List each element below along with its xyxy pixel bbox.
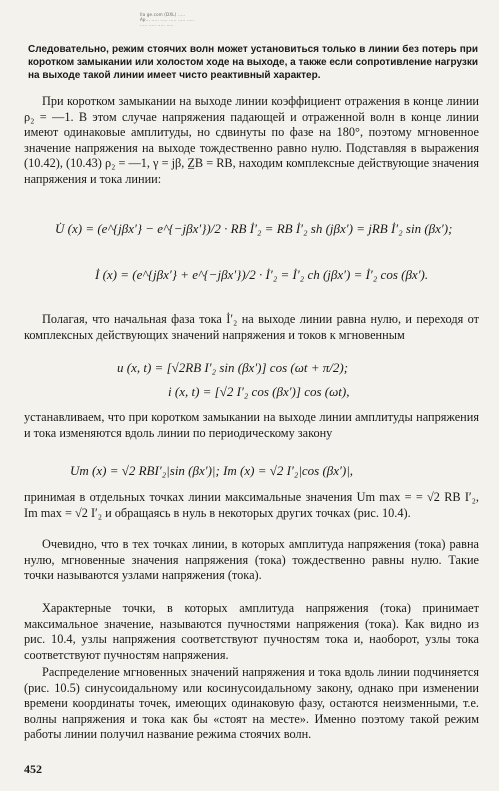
- paragraph-initial-phase: Полагая, что начальная фаза тока İ′₂ на выходе линии равна нулю, и переходя от комплексных действующих значений напряжения и токов к мгновенным: [24, 312, 479, 342]
- equation-voltage-complex: U̇ (x) = (e^{jβx′} − e^{−jβx′})/2 · RВ İ′₂ = RВ İ′₂ sh (jβx′) = jRВ İ′₂ sin (βx′);: [55, 221, 453, 236]
- stamp-line: Ap... ..... ..... ..... ..... .....: [140, 17, 195, 22]
- lead-paragraph: Следовательно, режим стоячих волн может установиться только в линии без потерь при коротком замыкании или холостом ходе на выходе, а также если сопротивление нагрузки на выходе такой линии имеет чисто реактивный характер.: [28, 44, 478, 81]
- stamp-line: Ila ge.com (DXL) .....: [140, 12, 186, 17]
- paragraph-max-values: принимая в отдельных точках линии максимальные значения Um max = = √2 RВ I′₂, Im max = √2 I′₂ и обращаясь в нуль в некоторых других точках (рис. 10.4).: [24, 490, 479, 520]
- paragraph-antinodes: Характерные точки, в которых амплитуда напряжения (тока) принимает максимальное значение, называются пучностями напряжения (тока). Как видно из рис. 10.4, узлы напряжения соответствуют пучностям тока и, наоборот, узлы тока соответствуют пучностям напряжения.: [24, 601, 479, 662]
- paragraph-amplitudes: устанавливаем, что при коротком замыкании на выходе линии амплитуды напряжения и тока изменяются вдоль линии по периодическому закону: [24, 410, 479, 440]
- library-stamp: [140, 12, 300, 27]
- equation-amplitudes: Um (x) = √2 RВI′₂|sin (βx′)|; Im (x) = √2 I′₂|cos (βx′)|,: [70, 463, 354, 478]
- paragraph-standing-waves: Распределение мгновенных значений напряжения и тока вдоль линии подчиняется (рис. 10.5) синусоидальному или косинусоидальному закону, однако при изменении времени координаты точек, имеющих одинаковую фазу, остаются неизменными, т.е. волны напряжения и тока как бы «стоят на месте». Именно поэтому такой режим работы линии получил название режима стоячих волн.: [24, 665, 479, 742]
- paragraph-short-circuit: При коротком замыкании на выходе линии коэффициент отражения в конце линии ρ₂ = —1. В этом случае напряжения падающей и отраженной волн в конце линии имеют одинаковые амплитуды, но сдвинуты по фазе на 180°, поэтому мгновенное значение напряжения на выходе тождественно равно нулю. Подставляя в выражения (10.42), (10.43) ρ₂ = —1, γ = jβ, Z̲В = RВ, находим комплексные действующие значения напряжения и тока линии:: [24, 94, 479, 186]
- equation-current-instant: i (x, t) = [√2 I′₂ cos (βx′)] cos (ωt),: [168, 384, 350, 399]
- equation-voltage-instant: u (x, t) = [√2RВ I′₂ sin (βx′)] cos (ωt + π/2);: [117, 360, 349, 375]
- equation-current-complex: İ (x) = (e^{jβx′} + e^{−jβx′})/2 · İ′₂ = İ′₂ ch (jβx′) = İ′₂ cos (βx′).: [95, 267, 429, 282]
- stamp-line: ..... ..... ..... .....: [140, 22, 174, 27]
- page-number: 452: [24, 762, 42, 776]
- paragraph-nodes: Очевидно, что в тех точках линии, в которых амплитуда напряжения (тока) равна нулю, мгновенные значения напряжения (тока) тождественно равны нулю. Такие точки называются узлами напряжения (тока).: [24, 537, 479, 583]
